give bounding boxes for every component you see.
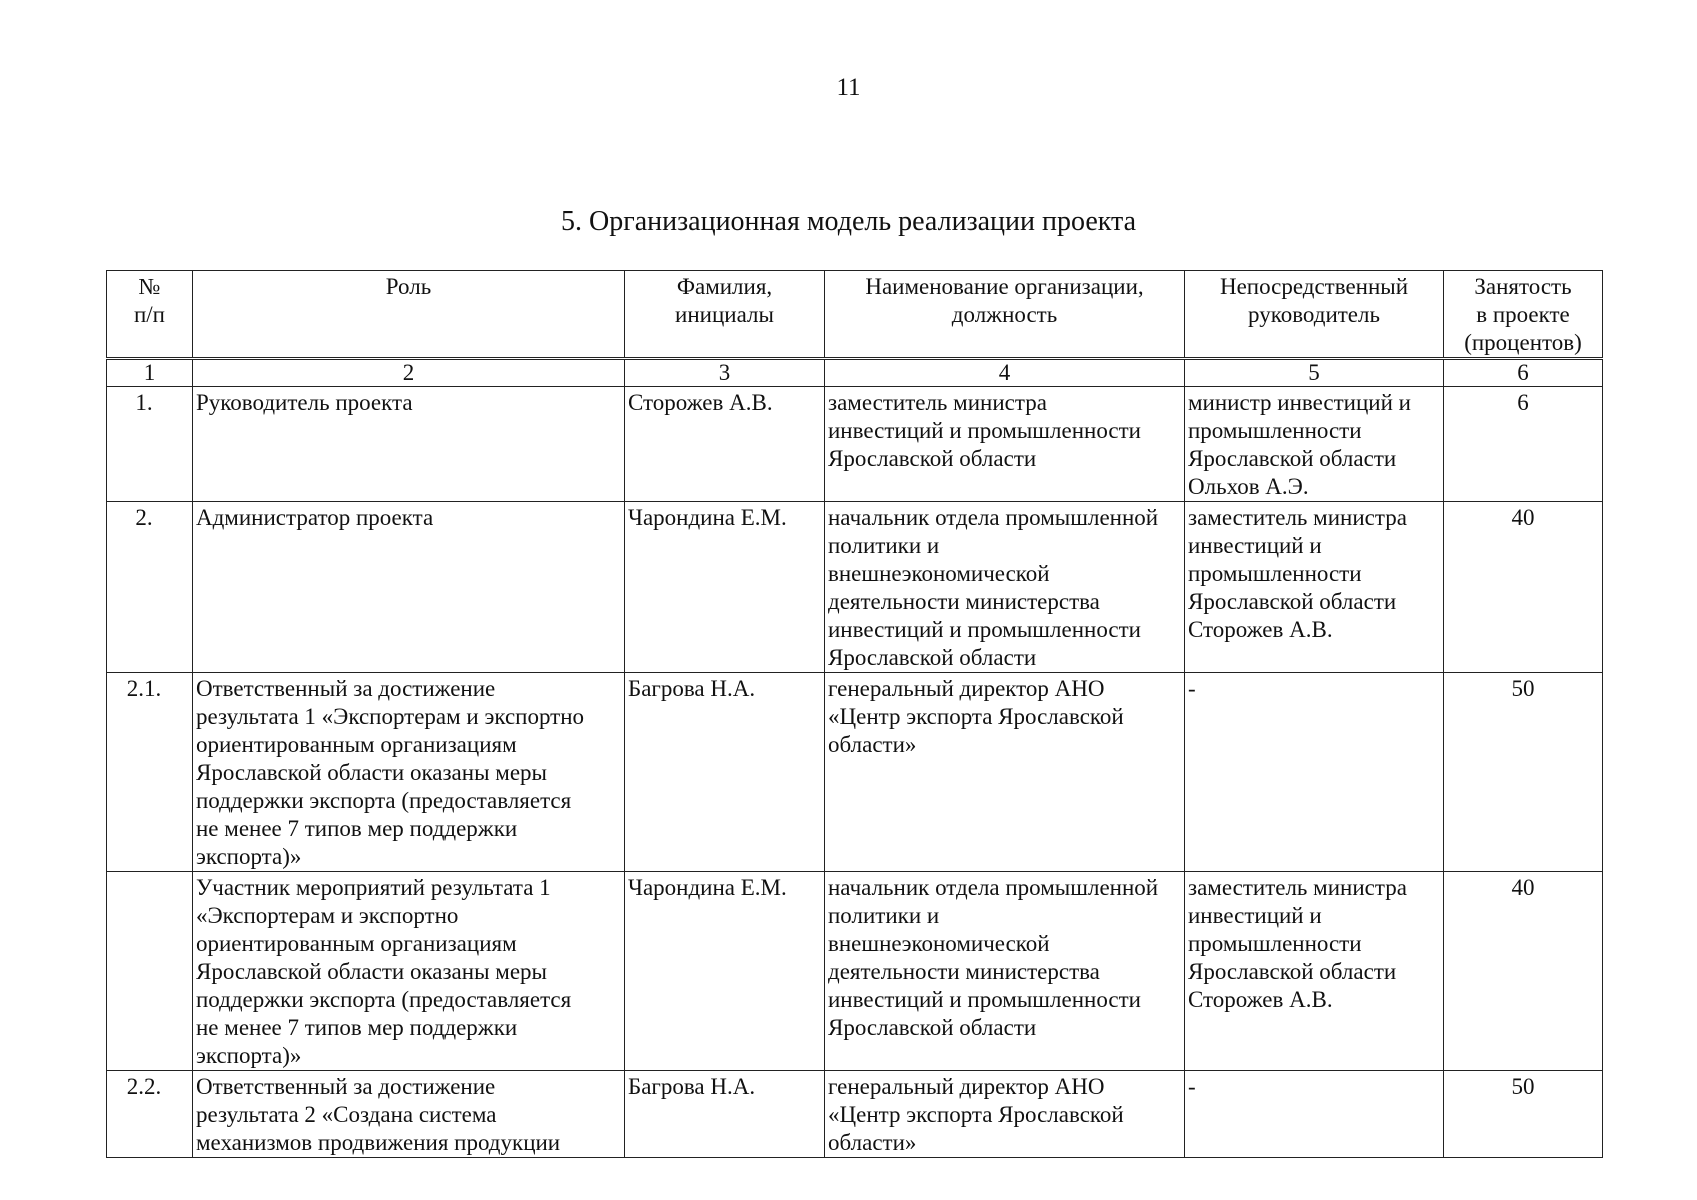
role-line: механизмов продвижения продукции [196, 1130, 561, 1155]
manager-line: Ярославской области [1188, 446, 1397, 471]
row-manager [1185, 673, 1444, 872]
table-row [107, 872, 1603, 1071]
organization-line: внешнеэкономической [828, 561, 1050, 586]
role-line: ориентированным организациям [196, 931, 517, 956]
organization-line: «Центр экспорта Ярославской [828, 704, 1124, 729]
manager-line: заместитель министра [1188, 505, 1407, 530]
manager-line: Сторожев А.В. [1188, 987, 1333, 1012]
header-role [193, 271, 625, 359]
row-organization [825, 387, 1185, 502]
row-manager [1185, 387, 1444, 502]
table-row [107, 1071, 1603, 1158]
header-number [107, 271, 193, 359]
role-line: Ярославской области оказаны меры [196, 959, 547, 984]
header-role-line-1: Роль [385, 274, 432, 299]
organization-line: начальник отдела промышленной [828, 875, 1159, 900]
role-line: результата 1 «Экспортерам и экспортно [196, 704, 585, 729]
row-person: Багрова Н.А. [625, 673, 825, 872]
manager-line: промышленности [1188, 931, 1362, 956]
row-manager [1185, 872, 1444, 1071]
header-organization [825, 271, 1185, 359]
row-number: 2. [107, 502, 193, 673]
manager-line: Ярославской области [1188, 589, 1397, 614]
row-organization [825, 872, 1185, 1071]
manager-line: промышленности [1188, 561, 1362, 586]
manager-line: министр инвестиций и [1188, 390, 1411, 415]
organization-line: заместитель министра [828, 390, 1047, 415]
row-role [193, 872, 625, 1071]
column-number: 3 [625, 359, 825, 387]
header-name [625, 271, 825, 359]
column-number: 6 [1444, 359, 1603, 387]
row-number [107, 872, 193, 1071]
header-name-line-1: Фамилия, [676, 274, 773, 299]
page-number: 11 [836, 74, 861, 101]
manager-line: Ярославской области [1188, 959, 1397, 984]
role-line: Ярославской области оказаны меры [196, 760, 547, 785]
organization-line: политики и [828, 533, 940, 558]
row-role [193, 1071, 625, 1158]
role-line: Ответственный за достижение [196, 1074, 496, 1099]
organizational-model-table [106, 270, 1603, 1158]
row-manager [1185, 502, 1444, 673]
organization-line: области» [828, 1130, 917, 1155]
organization-line: инвестиций и промышленности [828, 617, 1141, 642]
header-workload-line-3: (процентов) [1464, 330, 1582, 355]
organization-line: инвестиций и промышленности [828, 987, 1141, 1012]
row-organization [825, 673, 1185, 872]
manager-line: заместитель министра [1188, 875, 1407, 900]
role-line: не менее 7 типов мер поддержки [196, 1015, 518, 1040]
row-role [193, 502, 625, 673]
organization-line: области» [828, 732, 917, 757]
role-line: результата 2 «Создана система [196, 1102, 497, 1127]
column-number: 2 [193, 359, 625, 387]
row-person: Багрова Н.А. [625, 1071, 825, 1158]
manager-line: инвестиций и [1188, 903, 1322, 928]
role-line: Администратор проекта [196, 505, 434, 530]
column-number: 5 [1185, 359, 1444, 387]
header-number-line-1: № [138, 274, 161, 299]
organization-line: генеральный директор АНО [828, 676, 1105, 701]
row-number: 2.2. [107, 1071, 193, 1158]
manager-line: Сторожев А.В. [1188, 617, 1333, 642]
header-name-line-2: инициалы [675, 302, 774, 327]
organization-line: Ярославской области [828, 1015, 1037, 1040]
role-line: экспорта)» [196, 1043, 302, 1068]
role-line: Руководитель проекта [196, 390, 413, 415]
row-workload: 50 [1444, 1071, 1603, 1158]
row-workload: 40 [1444, 872, 1603, 1071]
organization-line: деятельности министерства [828, 589, 1100, 614]
manager-line: инвестиций и [1188, 533, 1322, 558]
role-line: поддержки экспорта (предоставляется [196, 987, 572, 1012]
role-line: Участник мероприятий результата 1 [196, 875, 551, 900]
row-role [193, 387, 625, 502]
organization-line: «Центр экспорта Ярославской [828, 1102, 1124, 1127]
table-row [107, 673, 1603, 872]
role-line: «Экспортерам и экспортно [196, 903, 459, 928]
row-manager [1185, 1071, 1444, 1158]
header-workload-line-2: в проекте [1476, 302, 1570, 327]
header-workload [1444, 271, 1603, 359]
row-workload: 50 [1444, 673, 1603, 872]
section-title: 5. Организационная модель реализации проекта [561, 206, 1136, 237]
header-organization-line-1: Наименование организации, [865, 274, 1144, 299]
organization-line: инвестиций и промышленности [828, 418, 1141, 443]
role-line: ориентированным организациям [196, 732, 517, 757]
manager-line: промышленности [1188, 418, 1362, 443]
organization-line: начальник отдела промышленной [828, 505, 1159, 530]
manager-line: - [1188, 676, 1196, 701]
header-manager-line-1: Непосредственный [1219, 274, 1409, 299]
manager-line: - [1188, 1074, 1196, 1099]
header-number-line-2: п/п [133, 302, 165, 327]
role-line: Ответственный за достижение [196, 676, 496, 701]
row-workload: 6 [1444, 387, 1603, 502]
row-workload: 40 [1444, 502, 1603, 673]
row-organization [825, 502, 1185, 673]
header-workload-line-1: Занятость [1474, 274, 1572, 299]
row-number: 1. [107, 387, 193, 502]
organization-line: внешнеэкономической [828, 931, 1050, 956]
organization-line: Ярославской области [828, 446, 1037, 471]
header-manager-line-2: руководитель [1248, 302, 1380, 327]
organization-line: политики и [828, 903, 940, 928]
row-person: Сторожев А.В. [625, 387, 825, 502]
row-role [193, 673, 625, 872]
role-line: экспорта)» [196, 844, 302, 869]
table-row [107, 387, 1603, 502]
organization-line: генеральный директор АНО [828, 1074, 1105, 1099]
table-header-row [107, 271, 1603, 359]
row-person: Чарондина Е.М. [625, 872, 825, 1071]
role-line: не менее 7 типов мер поддержки [196, 816, 518, 841]
organization-line: деятельности министерства [828, 959, 1100, 984]
header-manager [1185, 271, 1444, 359]
header-organization-line-2: должность [951, 302, 1058, 327]
row-number: 2.1. [107, 673, 193, 872]
row-organization [825, 1071, 1185, 1158]
table-row [107, 502, 1603, 673]
role-line: поддержки экспорта (предоставляется [196, 788, 572, 813]
column-number-row [107, 359, 1603, 387]
column-number: 1 [107, 359, 193, 387]
column-number: 4 [825, 359, 1185, 387]
row-person: Чарондина Е.М. [625, 502, 825, 673]
organization-line: Ярославской области [828, 645, 1037, 670]
manager-line: Ольхов А.Э. [1188, 474, 1309, 499]
